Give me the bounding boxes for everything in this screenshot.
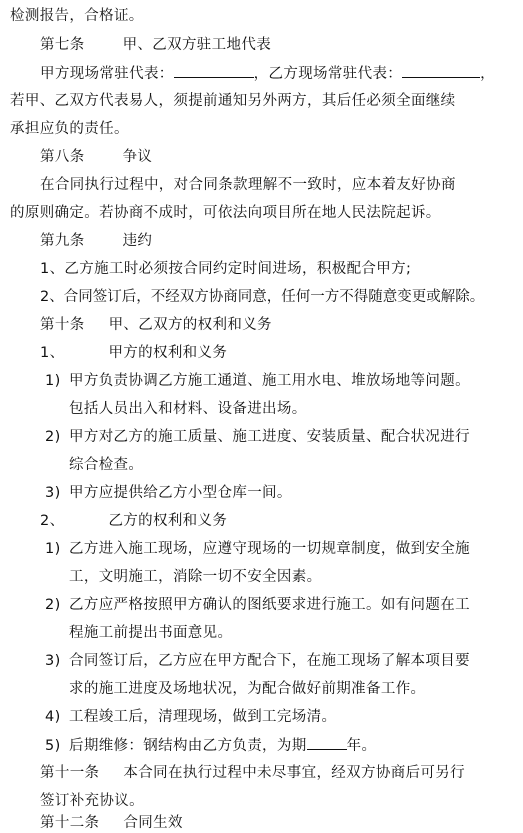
list-item: 3) 甲方应提供给乙方小型仓库一间。	[45, 485, 292, 501]
list-item: 2) 乙方应严格按照甲方确认的图纸要求进行施工。如有问题在工	[45, 597, 470, 613]
list-item-continuation: 综合检查。	[69, 457, 144, 473]
list-item: 1) 甲方负责协调乙方施工通道、施工用水电、堆放场地等问题。	[45, 373, 470, 389]
list-item: 1) 乙方进入施工现场，应遵守现场的一切规章制度，做到安全施	[45, 541, 470, 557]
section-heading-12: 第十二条 合同生效	[40, 815, 183, 831]
party-a-rep-blank	[174, 63, 254, 78]
section-heading-7: 第七条 甲、乙双方驻工地代表	[40, 37, 272, 53]
warranty-period-blank	[307, 735, 347, 750]
section-heading-9: 第九条 违约	[40, 233, 153, 249]
list-item: 5) 后期维修：钢结构由乙方负责，为期 年。	[45, 735, 376, 756]
representatives-line: 甲方现场常驻代表： ，乙方现场常驻代表： ，	[40, 63, 495, 84]
section-heading-8: 第八条 争议	[40, 149, 153, 165]
list-item-continuation: 程施工前提出书面意见。	[69, 625, 233, 641]
subsection-heading-2: 2、 乙方的权利和义务	[40, 513, 228, 529]
party-b-rep-blank	[402, 63, 480, 78]
text-line: 签订补充协议。	[40, 793, 144, 809]
text-line: 承担应负的责任。	[10, 121, 129, 137]
list-item-continuation: 工，文明施工，消除一切不安全因素。	[69, 569, 322, 585]
text-line: 检测报告，合格证。	[10, 8, 144, 24]
text-line: 2、合同签订后，不经双方协商同意，任何一方不得随意变更或解除。	[40, 289, 485, 305]
list-item: 2) 甲方对乙方的施工质量、施工进度、安装质量、配合状况进行	[45, 429, 470, 445]
text-line: 1、乙方施工时必须按合同约定时间进场，积极配合甲方;	[40, 261, 412, 277]
list-item: 4) 工程竣工后，清理现场，做到工完场清。	[45, 709, 337, 725]
section-heading-11: 第十一条 本合同在执行过程中未尽事宜，经双方协商后可另行	[40, 765, 465, 781]
subsection-heading-1: 1、 甲方的权利和义务	[40, 345, 228, 361]
text-line: 的原则确定。若协商不成时，可依法向项目所在地人民法院起诉。	[10, 205, 441, 221]
text-line: 若甲、乙双方代表易人，须提前通知另外两方，其后任必须全面继续	[10, 93, 456, 109]
list-item-continuation: 求的施工进度及场地状况，为配合做好前期准备工作。	[69, 681, 426, 697]
text-line: 在合同执行过程中，对合同条款理解不一致时，应本着友好协商	[40, 177, 456, 193]
list-item-continuation: 包括人员出入和材料、设备进出场。	[69, 401, 307, 417]
section-heading-10: 第十条 甲、乙双方的权利和义务	[40, 317, 272, 333]
list-item: 3) 合同签订后，乙方应在甲方配合下，在施工现场了解本项目要	[45, 653, 470, 669]
